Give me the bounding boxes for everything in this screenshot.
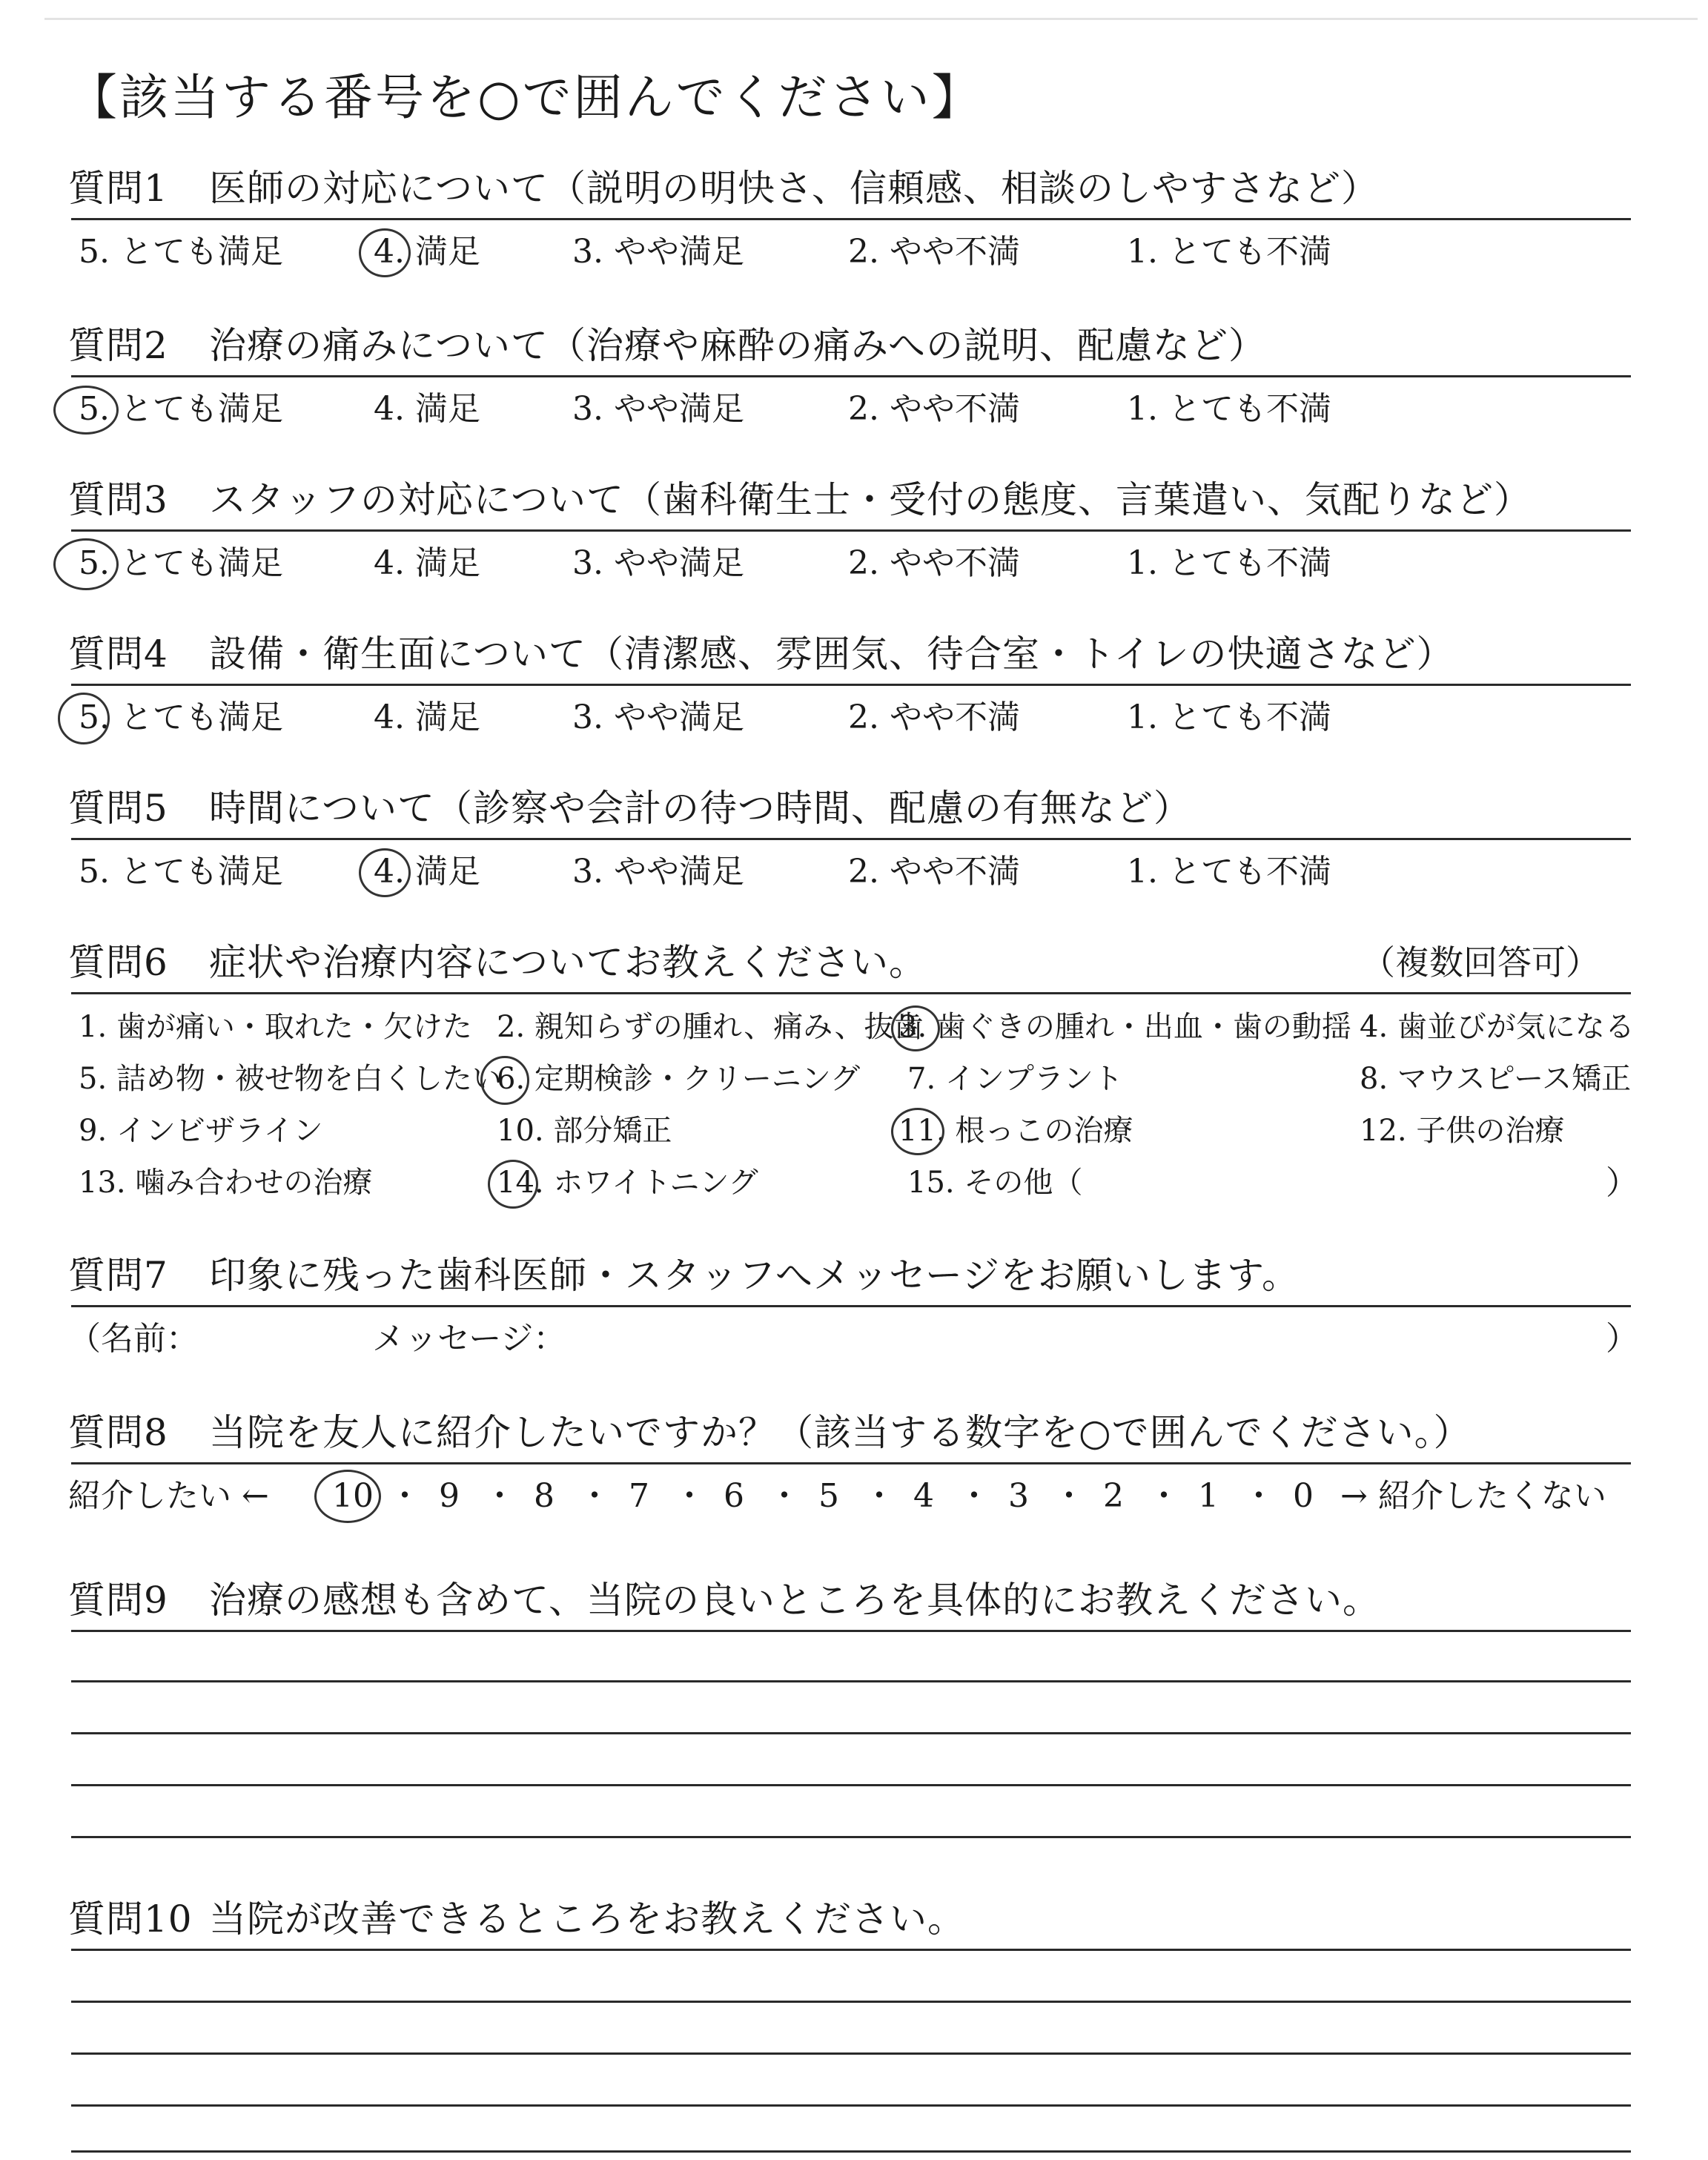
q6-option-10[interactable]: 10. 部分矯正: [497, 1114, 672, 1148]
q6-option-12[interactable]: 12. 子供の治療: [1360, 1114, 1565, 1148]
question-2-rule: [71, 375, 1631, 377]
q9-answer-line[interactable]: [71, 1784, 1631, 1786]
question-2-number: 質問2: [68, 324, 168, 367]
question-3-number: 質問3: [68, 478, 168, 521]
question-3-text: スタッフの対応について（歯科衛生士・受付の態度、言葉遣い、気配りなど）: [209, 478, 1532, 521]
q6-option-2[interactable]: 2. 親知らずの腫れ、痛み、抜歯: [497, 1010, 924, 1044]
q8-scale-7[interactable]: 7: [629, 1477, 649, 1515]
question-7-number: 質問7: [68, 1254, 168, 1297]
q1-option-1[interactable]: 1. とても不満: [1127, 233, 1331, 271]
q8-separator: ・: [1148, 1477, 1180, 1515]
q10-answer-line[interactable]: [71, 2150, 1631, 2153]
q1-option-4[interactable]: 4. 満足: [374, 233, 480, 271]
question-1-text: 医師の対応について（説明の明快さ、信頼感、相談のしやすさなど）: [209, 167, 1379, 210]
q8-scale-9[interactable]: 9: [439, 1477, 460, 1515]
q3-option-2[interactable]: 2. やや不満: [848, 544, 1020, 582]
q2-option-1[interactable]: 1. とても不満: [1127, 390, 1331, 428]
q6-option-6-circle: [480, 1056, 529, 1105]
question-9-text: 治療の感想も含めて、当院の良いところを具体的にお教えください。: [209, 1579, 1380, 1622]
q8-separator: ・: [1242, 1477, 1275, 1515]
q8-scale-10[interactable]: 10: [332, 1477, 374, 1515]
q8-scale-6[interactable]: 6: [724, 1477, 744, 1515]
q1-option-2[interactable]: 2. やや不満: [848, 233, 1020, 271]
q1-selection-circle: [359, 228, 411, 277]
q10-answer-line[interactable]: [71, 2052, 1631, 2055]
q6-option-14-circle: [488, 1160, 538, 1209]
q8-separator: ・: [768, 1477, 801, 1515]
q5-option-4[interactable]: 4. 満足: [374, 853, 480, 891]
q6-option-13[interactable]: 13. 噛み合わせの治療: [79, 1166, 373, 1200]
q8-selection-circle: [314, 1470, 381, 1523]
q8-separator: ・: [1053, 1477, 1085, 1515]
q4-option-2[interactable]: 2. やや不満: [848, 698, 1020, 736]
question-6-note: （複数回答可）: [1361, 942, 1600, 982]
q8-separator: ・: [388, 1477, 421, 1515]
q3-option-4[interactable]: 4. 満足: [374, 544, 480, 582]
q8-separator: ・: [578, 1477, 611, 1515]
q8-scale-5[interactable]: 5: [818, 1477, 839, 1515]
q7-message-label: メッセージ：: [372, 1320, 566, 1358]
q3-option-1[interactable]: 1. とても不満: [1127, 544, 1331, 582]
q4-option-4[interactable]: 4. 満足: [374, 698, 480, 736]
q6-other-close-paren: ）: [1606, 1164, 1638, 1202]
question-5-rule: [71, 838, 1631, 840]
q6-option-9[interactable]: 9. インビザライン: [79, 1114, 323, 1148]
question-4-number: 質問4: [68, 633, 168, 676]
question-5-text: 時間について（診察や会計の待つ時間、配慮の有無など）: [209, 787, 1191, 830]
question-7-text: 印象に残った歯科医師・スタッフへメッセージをお願いします。: [209, 1254, 1300, 1297]
q6-option-1[interactable]: 1. 歯が痛い・取れた・欠けた: [79, 1010, 472, 1044]
q6-option-14[interactable]: 14. ホワイトニング: [497, 1166, 758, 1200]
q7-close-paren: ）: [1606, 1320, 1638, 1358]
question-9-rule: [71, 1630, 1631, 1632]
q6-option-6[interactable]: 6. 定期検診・クリーニング: [497, 1062, 861, 1096]
q5-option-2[interactable]: 2. やや不満: [848, 853, 1020, 891]
question-2-text: 治療の痛みについて（治療や麻酔の痛みへの説明、配慮など）: [209, 324, 1266, 367]
question-5-number: 質問5: [68, 787, 168, 830]
q8-scale-4[interactable]: 4: [913, 1477, 934, 1515]
page-header: 【該当する番号を○で囲んでください】: [68, 69, 983, 126]
question-8-text: 当院を友人に紹介したいですか？（該当する数字を○で囲んでください。）: [209, 1411, 1472, 1454]
q4-option-1[interactable]: 1. とても不満: [1127, 698, 1331, 736]
q8-scale-0[interactable]: 0: [1293, 1477, 1314, 1515]
q6-option-15[interactable]: 15. その他（: [907, 1166, 1083, 1200]
q3-option-3[interactable]: 3. やや満足: [572, 544, 744, 582]
q6-option-5[interactable]: 5. 詰め物・被せ物を白くしたい: [79, 1062, 502, 1096]
q8-scale-8[interactable]: 8: [534, 1477, 555, 1515]
q2-option-2[interactable]: 2. やや不満: [848, 390, 1020, 428]
q6-option-3[interactable]: 3. 歯ぐきの腫れ・出血・歯の動揺: [898, 1010, 1351, 1044]
q9-answer-line[interactable]: [71, 1836, 1631, 1838]
q6-option-7[interactable]: 7. インプラント: [907, 1062, 1123, 1096]
question-1-number: 質問1: [68, 167, 168, 210]
q4-option-5[interactable]: 5. とても満足: [79, 698, 283, 736]
q6-option-4[interactable]: 4. 歯並びが気になる: [1360, 1010, 1635, 1044]
q1-option-5[interactable]: 5. とても満足: [79, 233, 283, 271]
q5-selection-circle: [359, 848, 411, 897]
q4-selection-circle: [58, 693, 110, 744]
q2-option-5[interactable]: 5. とても満足: [79, 390, 283, 428]
top-edge-line: [44, 18, 1698, 20]
q8-left-label: 紹介したい ←: [68, 1477, 269, 1515]
question-4-rule: [71, 684, 1631, 686]
q5-option-3[interactable]: 3. やや満足: [572, 853, 744, 891]
q4-option-3[interactable]: 3. やや満足: [572, 698, 744, 736]
q9-answer-line[interactable]: [71, 1680, 1631, 1682]
q8-scale-1[interactable]: 1: [1198, 1477, 1219, 1515]
q7-name-label: （名前：: [68, 1320, 199, 1358]
q6-option-11-circle: [891, 1108, 944, 1155]
q8-scale-3[interactable]: 3: [1008, 1477, 1029, 1515]
question-6-rule: [71, 992, 1631, 994]
q8-separator: ・: [483, 1477, 516, 1515]
q8-right-label: → 紹介したくない: [1340, 1477, 1606, 1515]
question-7-rule: [71, 1305, 1631, 1307]
question-9-number: 質問9: [68, 1579, 168, 1622]
question-6-number: 質問6: [68, 941, 168, 984]
q6-option-11[interactable]: 11. 根っこの治療: [898, 1114, 1133, 1148]
question-10-number: 質問10: [68, 1898, 193, 1941]
question-10-rule: [71, 1949, 1631, 1951]
q5-option-1[interactable]: 1. とても不満: [1127, 853, 1331, 891]
q1-option-3[interactable]: 3. やや満足: [572, 233, 744, 271]
question-8-rule: [71, 1462, 1631, 1464]
q2-selection-circle: [53, 386, 119, 435]
q3-option-5[interactable]: 5. とても満足: [79, 544, 283, 582]
question-8-number: 質問8: [68, 1411, 168, 1454]
q8-separator: ・: [673, 1477, 706, 1515]
q8-separator: ・: [863, 1477, 896, 1515]
q6-option-3-circle: [891, 1005, 940, 1051]
q5-option-5[interactable]: 5. とても満足: [79, 853, 283, 891]
q3-selection-circle: [53, 538, 119, 590]
question-3-rule: [71, 529, 1631, 532]
q8-scale-2[interactable]: 2: [1103, 1477, 1124, 1515]
q10-answer-line[interactable]: [71, 2104, 1631, 2107]
q2-option-3[interactable]: 3. やや満足: [572, 390, 744, 428]
q2-option-4[interactable]: 4. 満足: [374, 390, 480, 428]
question-6-text: 症状や治療内容についてお教えください。: [209, 941, 927, 984]
q9-answer-line[interactable]: [71, 1732, 1631, 1734]
q10-answer-line[interactable]: [71, 2001, 1631, 2003]
question-10-text: 当院が改善できるところをお教えください。: [209, 1898, 965, 1941]
question-4-text: 設備・衛生面について（清潔感、雰囲気、待合室・トイレの快適さなど）: [209, 633, 1454, 676]
q6-option-8[interactable]: 8. マウスピース矯正: [1360, 1062, 1632, 1096]
q8-separator: ・: [958, 1477, 990, 1515]
question-1-rule: [71, 218, 1631, 220]
